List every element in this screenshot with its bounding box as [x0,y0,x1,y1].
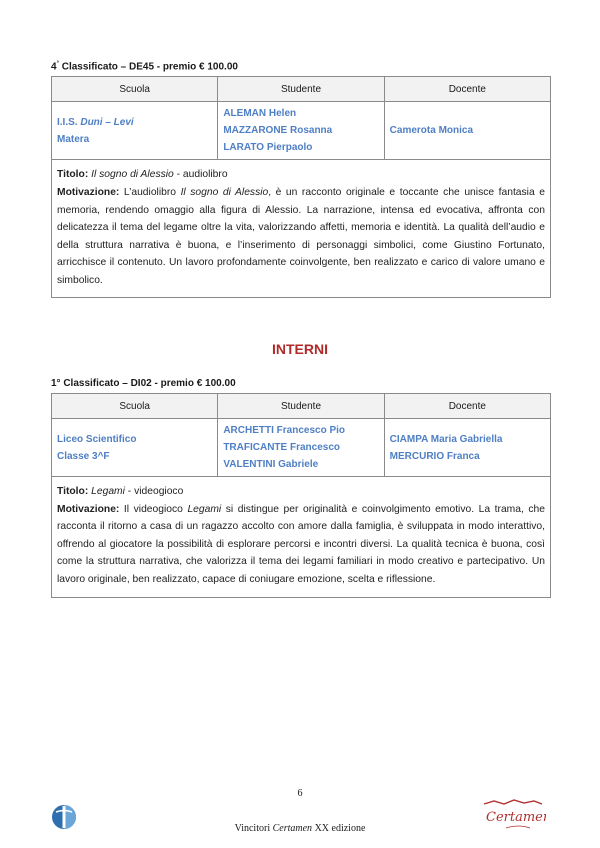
column-header-student: Studente [218,77,384,102]
school-cell [52,419,218,477]
student-name: ALEMAN Helen [223,108,297,120]
table-row [52,102,551,160]
award-table [51,393,551,598]
school-name: Liceo Scientifico [57,433,137,445]
certamen-logo [478,799,546,833]
teachers-cell [384,102,550,160]
description-cell [52,477,551,598]
school-name: I.I.S. Duni – Levi [57,116,134,128]
teacher-name: Camerota Monica [389,125,474,137]
school-city: Matera [57,133,90,145]
teachers-cell [384,419,550,477]
table-header-row [52,394,551,419]
student-name: TRAFICANTE Francesco [223,442,341,453]
work-title: Titolo: Il sogno di Alessio - audiolibro [57,169,228,181]
description-cell [52,160,551,298]
student-name: LARATO Pierpaolo [223,142,313,154]
award-entry-2 [51,378,551,598]
school-class: Classe 3^F [57,450,110,462]
table-row [52,419,551,477]
student-name: VALENTINI Gabriele [223,459,319,470]
school-cell [52,102,218,160]
column-header-teacher: Docente [384,77,550,102]
description-row [52,160,551,298]
teacher-name: CIAMPA Maria Gabriella [389,433,503,445]
teacher-name: MERCURIO Franca [389,450,480,462]
certamen-logo-icon [478,799,546,833]
student-name: ARCHETTI Francesco Pio [223,425,346,436]
award-entry-1 [51,61,551,298]
students-cell [218,102,384,160]
motivation-text: Motivazione: L’audiolibro Il sogno di Alessio, è un racconto originale e toccante che unisce fantasia e memoria, rendendo omaggio alla figura di Alessio. La narrazione, intensa ed evocativa, affronta con delicatezza il tema del legame oltre la vita, valorizzando affetti, memoria e identità. La qualità dell’audio e della struttura narrativa è buona, e l’inserimento di personaggi simbolici, come Giustino Fortunato, arricchisce il contenuto. Un lavoro profondamente coinvolgente, ben realizzato e carico di valore umano e simbolico. [57,186,545,286]
students-cell [218,419,384,477]
section-title: INTERNI [272,341,328,357]
column-header-school: Scuola [52,77,218,102]
table-header-row [52,77,551,102]
column-header-student: Studente [218,394,384,419]
column-header-teacher: Docente [384,394,550,419]
certamen-logo-text: Certamen [486,810,546,825]
column-header-school: Scuola [52,394,218,419]
student-name: MAZZARONE Rosanna [223,125,333,137]
entry-heading: 4° Classificato – DE45 - premio € 100.00 [51,61,238,73]
footer-text: Vincitori Certamen XX edizione [234,823,366,834]
entry-heading: 1° Classificato – DI02 - premio € 100.00 [51,378,236,389]
work-title: Titolo: Legami - videogioco [57,486,184,497]
page-number: 6 [297,788,303,799]
award-table [51,76,551,298]
motivation-text: Motivazione: Il videogioco Legami si distingue per originalità e coinvolgimento emotivo. La trama, che racconta il ritorno a casa di un ragazzo accolto con amore dalla famiglia, è sviluppata in modo interattivo, offrendo al giocatore la possibilità di esplorare percorsi e incontri diversi. La qualità tecnica è buona, così come la struttura narrativa, che valorizza il tema dei legami familiari in modo creativo e partecipativo. Un lavoro originale, ben realizzato, capace di coniugare emozione, scelta e riflessione. [57,503,546,585]
description-row [52,477,551,598]
